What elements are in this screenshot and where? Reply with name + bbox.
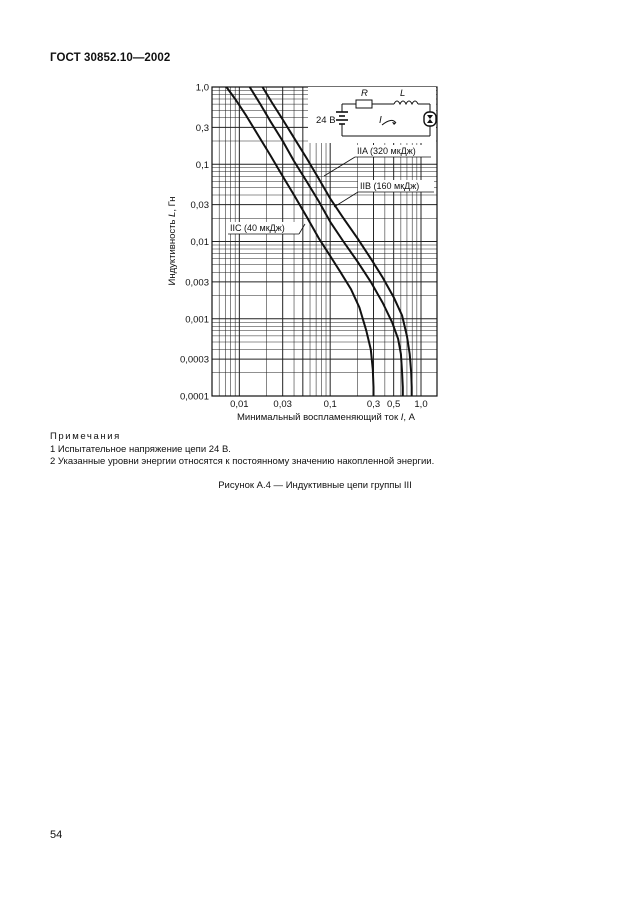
y-tick-label: 0,001 [185,314,209,326]
x-tick-label: 0,03 [273,399,292,410]
document-header: ГОСТ 30852.10—2002 [50,52,171,64]
x-tick-label: 0,1 [323,399,337,410]
notes-block [50,431,434,469]
y-tick-label: 1,0 [195,82,209,94]
x-tick-labels [230,399,428,410]
inset-inductor-label: L [400,88,406,99]
figure-caption: Рисунок А.4 — Индуктивные цепи группы III [218,480,412,491]
y-tick-label: 0,0003 [179,354,209,366]
curve-annotations [228,145,434,234]
annotation-label: IIB (160 мкДж) [360,181,420,191]
y-axis-label: Индуктивность L, Гн [167,196,178,286]
y-tick-label: 0,3 [195,122,209,134]
annotation-leader [324,157,355,176]
note-item-2: 2 Указанные уровни энергии относятся к постоянному значению накопленной энергии. [50,456,435,467]
circuit-inset [308,87,436,143]
x-tick-label: 0,01 [230,399,249,410]
annotation-label: IIC (40 мкДж) [230,223,285,233]
annotation-label: IIA (320 мкДж) [357,146,416,156]
y-tick-label: 0,1 [195,159,209,171]
x-axis-label: Минимальный воспламеняющий ток I, А [236,412,416,423]
y-tick-label: 0,0001 [179,391,209,403]
y-tick-label: 0,03 [190,200,209,212]
resistor-icon [356,100,372,108]
y-tick-label: 0,01 [190,237,209,248]
notes-heading: Примечания [50,431,121,442]
y-tick-labels [180,83,209,403]
x-tick-label: 0,3 [366,399,381,410]
inductance-chart [0,0,630,430]
x-tick-label: 0,5 [387,399,401,410]
inset-resistor-label: R [361,88,368,99]
note-item-1: 1 Испытательное напряжение цепи 24 В. [50,443,231,455]
x-tick-label: 1,0 [414,399,428,410]
inset-current-label: I [379,115,382,126]
page-number: 54 [50,829,63,841]
y-tick-label: 0,003 [185,277,209,289]
annotation-leader [299,224,305,234]
inset-voltage-label: 24 В [316,115,336,126]
